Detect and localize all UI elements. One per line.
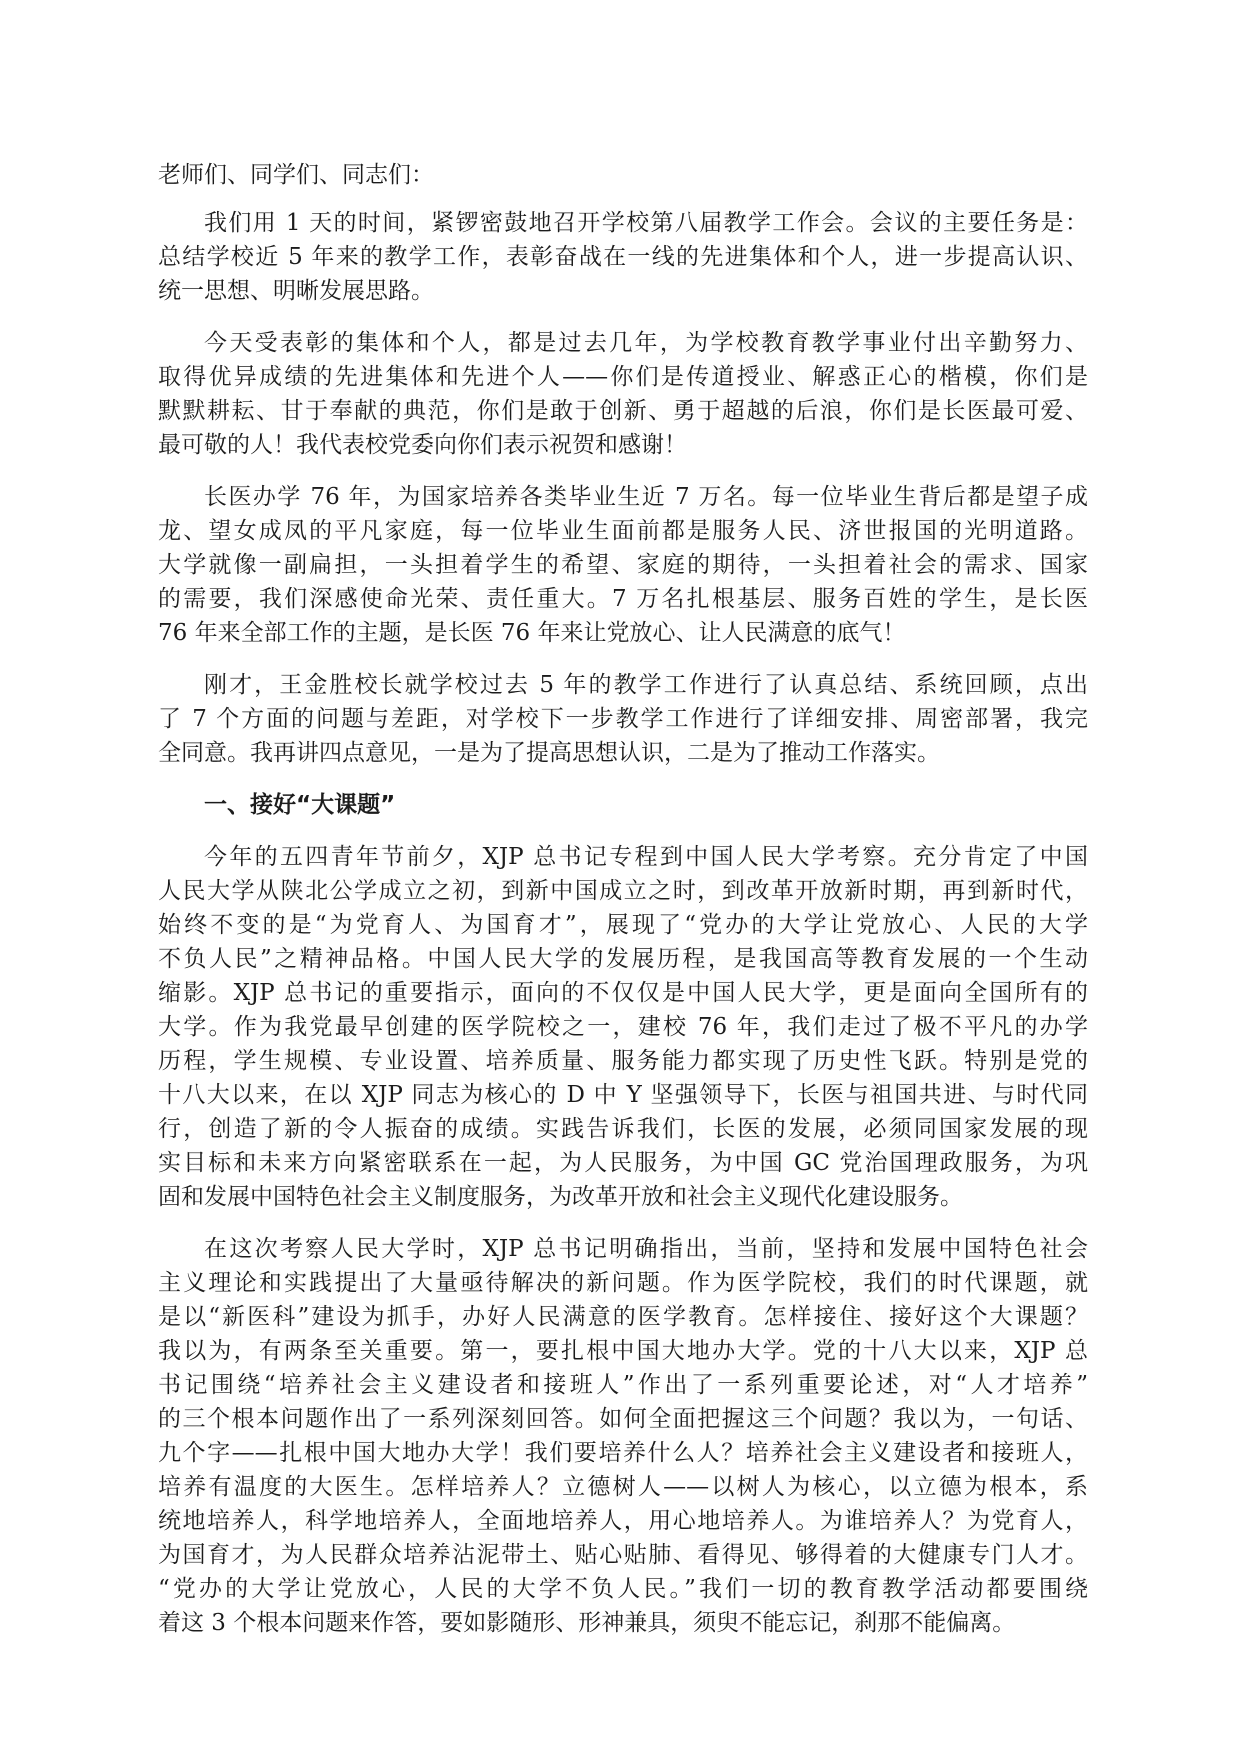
text-line: 的三个根本问题作出了一系列深刻回答。如何全面把握这三个问题？我以为，一句话、 (158, 1406, 1088, 1432)
text-line: 龙、望女成凤的平凡家庭，每一位毕业生面前都是服务人民、济世报国的光明道路。 (158, 518, 1088, 544)
paragraph (158, 206, 1088, 308)
text-line: 76 年来全部工作的主题，是长医 76 年来让党放心、让人民满意的底气！ (158, 620, 906, 646)
paragraph-group-section-1 (158, 840, 1088, 1640)
text-line: 总结学校近 5 年来的教学工作，表彰奋战在一线的先进集体和个人，进一步提高认识、 (158, 244, 1088, 270)
text-line: 统地培养人，科学地培养人，全面地培养人，用心地培养人。为谁培养人？为党育人， (158, 1508, 1088, 1534)
text-line: 统一思想、明晰发展思路。 (158, 278, 434, 304)
text-line: 长医办学 76 年，为国家培养各类毕业生近 7 万名。每一位毕业生背后都是望子成 (204, 484, 1088, 510)
text-line: 大学就像一副扁担，一头担着学生的希望、家庭的期待，一头担着社会的需求、国家 (158, 552, 1088, 578)
paragraph (158, 1232, 1088, 1640)
paragraph (158, 326, 1088, 462)
text-line: 大学。作为我党最早创建的医学院校之一，建校 76 年，我们走过了极不平凡的办学 (158, 1014, 1088, 1040)
text-line: 主义理论和实践提出了大量亟待解决的新问题。作为医学院校，我们的时代课题，就 (158, 1270, 1088, 1296)
paragraph-group-intro (158, 206, 1088, 770)
paragraph (158, 840, 1088, 1214)
text-line: 我以为，有两条至关重要。第一，要扎根中国大地办大学。党的十八大以来，XJP 总 (158, 1338, 1088, 1364)
text-line: 十八大以来，在以 XJP 同志为核心的 D 中 Y 坚强领导下，长医与祖国共进、与时代同 (158, 1082, 1088, 1108)
text-line: 历程，学生规模、专业设置、培养质量、服务能力都实现了历史性飞跃。特别是党的 (158, 1048, 1088, 1074)
text-line: 最可敬的人！我代表校党委向你们表示祝贺和感谢！ (158, 432, 687, 458)
text-line: 始终不变的是“为党育人、为国育才”，展现了“党办的大学让党放心、人民的大学 (158, 912, 1088, 938)
paragraph (158, 668, 1088, 770)
text-line: 在这次考察人民大学时，XJP 总书记明确指出，当前，坚持和发展中国特色社会 (204, 1236, 1088, 1262)
text-line: 全同意。我再讲四点意见，一是为了提高思想认识，二是为了推动工作落实。 (158, 740, 940, 766)
text-line: 今天受表彰的集体和个人，都是过去几年，为学校教育教学事业付出辛勤努力、 (204, 330, 1088, 356)
text-line: 我们用 1 天的时间，紧锣密鼓地召开学校第八届教学工作会。会议的主要任务是： (204, 210, 1088, 236)
text-line: 为国育才，为人民群众培养沾泥带土、贴心贴肺、看得见、够得着的大健康专门人才。 (158, 1542, 1088, 1568)
text-line: 缩影。XJP 总书记的重要指示，面向的不仅仅是中国人民大学，更是面向全国所有的 (158, 980, 1088, 1006)
text-line: 不负人民”之精神品格。中国人民大学的发展历程，是我国高等教育发展的一个生动 (158, 946, 1088, 972)
document-page (158, 158, 1088, 1658)
text-line: 今年的五四青年节前夕，XJP 总书记专程到中国人民大学考察。充分肯定了中国 (204, 844, 1088, 870)
text-line: 人民大学从陕北公学成立之初，到新中国成立之时，到改革开放新时期，再到新时代， (158, 878, 1088, 904)
text-line: “党办的大学让党放心，人民的大学不负人民。”我们一切的教育教学活动都要围绕 (158, 1576, 1088, 1602)
salutation: 老师们、同学们、同志们： (158, 162, 434, 188)
text-line: 刚才，王金胜校长就学校过去 5 年的教学工作进行了认真总结、系统回顾，点出 (204, 672, 1088, 698)
text-line: 取得优异成绩的先进集体和先进个人——你们是传道授业、解惑正心的楷模，你们是 (158, 364, 1088, 390)
text-line: 了 7 个方面的问题与差距，对学校下一步教学工作进行了详细安排、周密部署，我完 (158, 706, 1088, 732)
paragraph (158, 480, 1088, 650)
text-line: 培养有温度的大医生。怎样培养人？立德树人——以树人为核心，以立德为根本，系 (158, 1474, 1088, 1500)
text-line: 实目标和未来方向紧密联系在一起，为人民服务，为中国 GC 党治国理政服务，为巩 (158, 1150, 1088, 1176)
text-line: 书记围绕“培养社会主义建设者和接班人”作出了一系列重要论述，对“人才培养” (158, 1372, 1088, 1398)
text-line: 九个字——扎根中国大地办大学！我们要培养什么人？培养社会主义建设者和接班人， (158, 1440, 1088, 1466)
text-line: 的需要，我们深感使命光荣、责任重大。7 万名扎根基层、服务百姓的学生，是长医 (158, 586, 1088, 612)
section-heading: 一、接好“大课题” (204, 792, 396, 818)
text-line: 固和发展中国特色社会主义制度服务，为改革开放和社会主义现代化建设服务。 (158, 1184, 963, 1210)
text-line: 行，创造了新的令人振奋的成绩。实践告诉我们，长医的发展，必须同国家发展的现 (158, 1116, 1088, 1142)
text-line: 默默耕耘、甘于奉献的典范，你们是敢于创新、勇于超越的后浪，你们是长医最可爱、 (158, 398, 1088, 424)
text-line: 是以“新医科”建设为抓手，办好人民满意的医学教育。怎样接住、接好这个大课题？ (158, 1304, 1088, 1330)
text-line: 着这 3 个根本问题来作答，要如影随形、形神兼具，须臾不能忘记，刹那不能偏离。 (158, 1610, 1016, 1636)
